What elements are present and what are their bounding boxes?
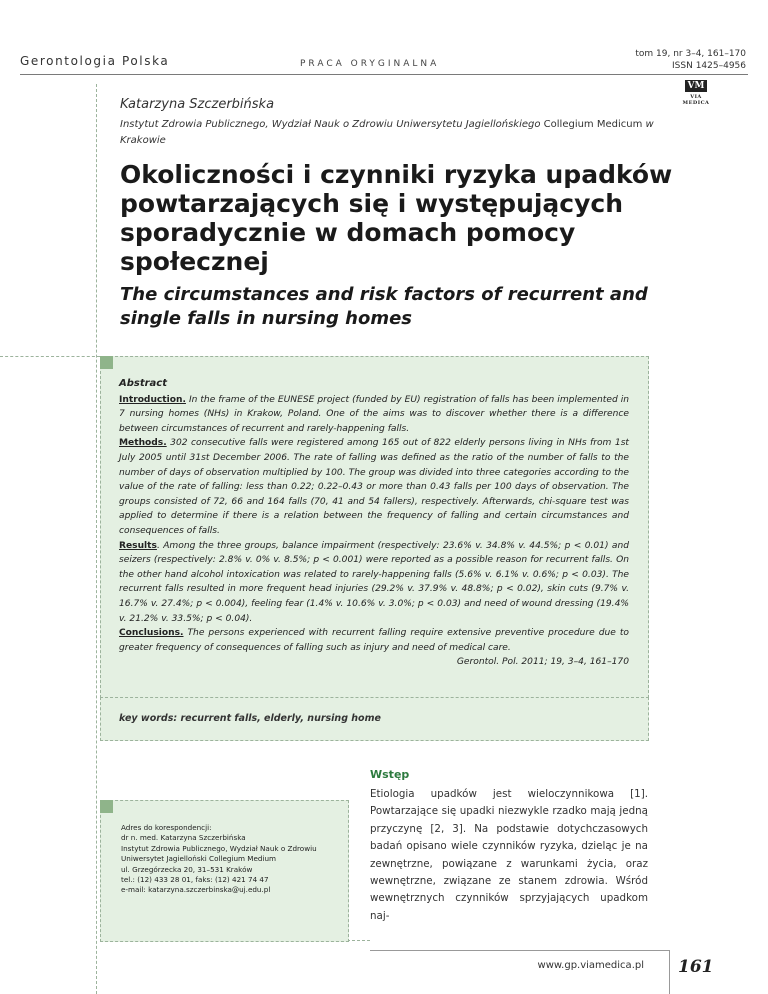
introduction-label: Introduction.	[119, 394, 186, 405]
issn: ISSN 1425–4956	[672, 61, 746, 71]
page-number-separator	[669, 950, 670, 994]
publisher-name: VIA MEDICA	[682, 94, 710, 106]
footer-url: www.gp.viamedica.pl	[537, 960, 644, 971]
abstract-conclusions	[119, 626, 629, 655]
abstract-methods	[119, 436, 629, 538]
keywords-box	[100, 697, 649, 741]
vm-logo-mark: VM	[685, 80, 707, 92]
publisher-logo	[676, 80, 716, 104]
header-rule	[20, 74, 748, 75]
volume-info	[635, 48, 746, 72]
section-heading: Wstęp	[370, 768, 410, 781]
correspondence-email: e-mail: katarzyna.szczerbinska@uj.edu.pl	[121, 885, 271, 895]
methods-label: Methods.	[119, 438, 167, 449]
title-polish: Okoliczności i czynniki ryzyka upadków powtarzających się i występujących sporadycznie w domach pomocy społecznej	[120, 160, 673, 276]
conclusions-label: Conclusions.	[119, 628, 184, 639]
correspondence-institute: Instytut Zdrowia Publicznego, Wydział Nauk o Zdrowiu	[121, 843, 317, 853]
affiliation-part2: Collegium Medicum	[540, 119, 646, 130]
correspondence-name: dr n. med. Katarzyna Szczerbińska	[121, 833, 246, 843]
conclusions-text: The persons experienced with recurrent falling require extensive preventive procedure due to greater frequency of consequences of falling such as injury and need of medical care.	[119, 628, 629, 653]
author-name: Katarzyna Szczerbińska	[120, 97, 275, 112]
footer-rule	[370, 950, 670, 951]
correspondence-heading: Adres do korespondencji:	[121, 823, 212, 832]
correspondence-university: Uniwersytet Jagielloński Collegium Medium	[121, 854, 277, 864]
title-english: The circumstances and risk factors of recurrent and single falls in nursing homes	[120, 284, 648, 329]
body-paragraph: Etiologia upadków jest wieloczynnikowa [1]. Powtarzające się upadki niezwykle rzadko mają jedną przyczynę [2, 3]. Na podstawie dotychczasowych badań opisano wiele czynników ryzyka, dzieląc je na zewnętrzne, powiązane z warunkami życia, oraz wewnętrzne, związane ze stanem zdrowia. Wśród wewnętrznych czynników sprzyjających upadkom naj-	[370, 788, 648, 922]
results-label: Results	[119, 540, 157, 551]
abstract-corner-marker	[100, 356, 113, 369]
correspondence-address	[121, 823, 341, 896]
correspondence-phone: tel.: (12) 433 28 01, faks: (12) 421 74 47	[121, 875, 269, 885]
article-type: PRACA ORYGINALNA	[300, 59, 440, 69]
author-affiliation	[120, 117, 680, 149]
results-text: . Among the three groups, balance impairment (respectively: 23.6% v. 34.8% v. 44.5%; p < 0.01) and seizers (respectively: 2.8% v. 0% v. 8.5%; p < 0.001) were reported as a possible reason for recurrent falls. On the other hand alcohol intoxication was related to rarely-happening falls (5.6% v. 6.1% v. 0.6%; p < 0.03). The recurrent falls resulted in more frequent head injuries (29.2% v. 37.9% v. 48.8%; p < 0.02), skin cuts (9.7% v. 16.7% v. 27.4%; p < 0.004), feeling fear (1.4% v. 10.6% v. 3.0%; p < 0.03) and need of wound dressing (19.4% v. 21.2% v. 33.5%; p < 0.04).	[119, 540, 629, 624]
abstract-heading: Abstract	[119, 378, 168, 389]
abstract-introduction	[119, 393, 629, 437]
abstract-results	[119, 539, 629, 627]
abstract-content	[119, 377, 629, 670]
keywords: key words: recurrent falls, elderly, nursing home	[119, 713, 381, 724]
correspondence-box	[100, 800, 349, 942]
body-guide	[347, 940, 370, 941]
abstract-top-guide	[0, 356, 100, 357]
introduction-text: In the frame of the EUNESE project (funded by EU) registration of falls has been implemented in 7 nursing homes (NHs) in Krakow, Poland. One of the aims was to discover whether there is a difference between circumstances of recurrent and rarely-happening falls.	[119, 394, 629, 434]
methods-text: 302 consecutive falls were registered among 165 out of 822 elderly persons living in NHs from 1st July 2005 until 31st December 2006. The rate of falling was defined as the ratio of the number of falls to the number of days of observation multiplied by 100. The group was divided into three categories according to the value of the rate of falling: less than 0.22; 0.22–0.43 or more than 0.43 falls per 100 days of observation. The groups consisted of 72, 66 and 164 falls (70, 41 and 54 fallers), respectively. Afterwards, chi-square test was applied to determine if there is a relation between the frequency of falling and certain circumstances and consequences of falls.	[119, 438, 629, 536]
abstract-box	[100, 356, 649, 698]
correspondence-corner-marker	[100, 800, 113, 813]
volume-issue: tom 19, nr 3–4, 161–170	[635, 49, 746, 59]
affiliation-part1: Instytut Zdrowia Publicznego, Wydział Nauk o Zdrowiu Uniwersytetu Jagiellońskiego	[120, 119, 541, 130]
page-number: 161	[678, 957, 714, 977]
journal-name: Gerontologia Polska	[20, 54, 170, 68]
left-margin-guide	[96, 84, 97, 994]
correspondence-street: ul. Grzegórzecka 20, 31–531 Kraków	[121, 864, 253, 874]
citation: Gerontol. Pol. 2011; 19, 3–4, 161–170	[456, 657, 629, 668]
affiliation-part3: w Krakowie	[120, 119, 654, 146]
